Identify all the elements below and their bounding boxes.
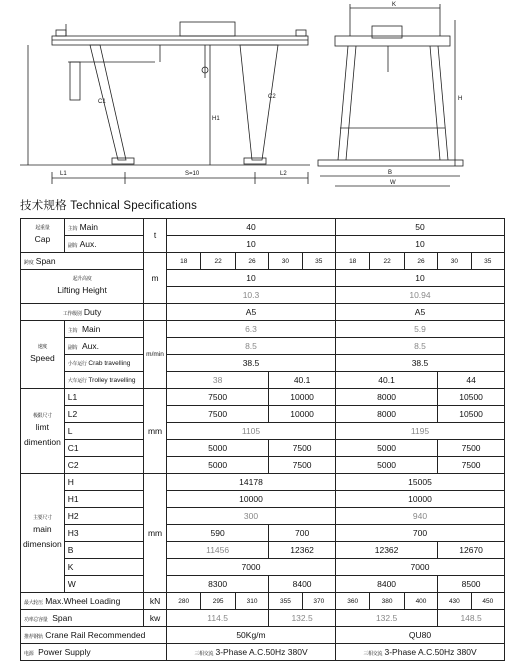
table-row: 最大轮压 Max.Wheel Loading kN 280 295 310 355 370 360 380 400 430 450 [21, 593, 505, 610]
table-row: 大车运行 Trolley travelling 38 40.1 40.1 44 [21, 372, 505, 389]
label-c2: C2 [268, 94, 276, 100]
table-row: 10.3 10.94 [21, 287, 505, 304]
table-row: C2 5000 7500 5000 7500 [21, 457, 505, 474]
table-row: 电源 Power Supply 三相交流 3-Phase A.C.50Hz 380V 三相交流 3-Phase A.C.50Hz 380V [21, 644, 505, 661]
label-c1: C1 [98, 99, 106, 105]
table-row: 副钩 Aux. 8.5 8.5 [21, 338, 505, 355]
table-row: H3 590 700 700 [21, 525, 505, 542]
label-b: B [388, 170, 393, 176]
table-row: 起重量 Cap 主钩 Main t 40 50 [21, 219, 505, 236]
table-row: 起升高度 Lifting Height 10 10 [21, 270, 505, 287]
label-k: K [392, 2, 397, 8]
table-row: H2 300 940 [21, 508, 505, 525]
label-w: W [390, 180, 396, 186]
table-row: L2 7500 10000 8000 10500 [21, 406, 505, 423]
main-girder [52, 36, 308, 45]
table-row: W 8300 8400 8400 8500 [21, 576, 505, 593]
table-row: H1 10000 10000 [21, 491, 505, 508]
table-row: 功率总容量 Span kw 114.5 132.5 132.5 148.5 [21, 610, 505, 627]
section-heading: 技术规格 Technical Specifications [20, 200, 198, 212]
label-h1: H1 [212, 116, 220, 122]
label-h: H [458, 96, 463, 102]
spec-table [20, 218, 505, 661]
table-row: 主要尺寸 main dimension H mm 14178 15005 [21, 474, 505, 491]
label-l2: L2 [280, 171, 287, 177]
table-row: 小车运行 Crab travelling 38.5 38.5 [21, 355, 505, 372]
table-row: 副钩 Aux. 10 10 [21, 236, 505, 253]
table-row: 推荐钢轨 Crane Rail Recommended 50Kg/m QU80 [21, 627, 505, 644]
table-row: C1 5000 7500 5000 7500 [21, 440, 505, 457]
table-row: B 11456 12362 12362 12670 [21, 542, 505, 559]
label-span: S=10 [185, 171, 200, 177]
table-row: 工作级别 Duty A5 A5 [21, 304, 505, 321]
cap-label: 起重量 Cap [21, 219, 65, 253]
side-girder [335, 36, 450, 46]
table-row: 极限尺寸 limt dimention L1 mm 7500 10000 8000 10500 [21, 389, 505, 406]
label-l1: L1 [60, 171, 67, 177]
table-row: 速度 Speed 主钩 Main m/min 6.3 5.9 [21, 321, 505, 338]
front-trolley [180, 22, 235, 36]
table-row: 跨度 Span m 18 22 26 30 35 18 22 26 30 35 [21, 253, 505, 270]
crane-drawing [0, 0, 509, 192]
table-row: K 7000 7000 [21, 559, 505, 576]
table-row: L 1105 1195 [21, 423, 505, 440]
